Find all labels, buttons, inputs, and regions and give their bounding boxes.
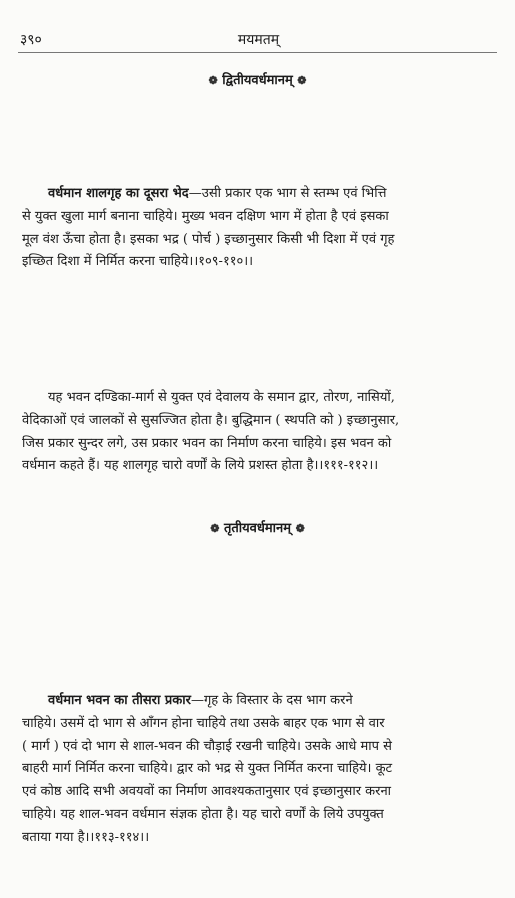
paragraph-line: मूल वंश ऊँचा होता है। इसका भद्र ( पोर्च ) इच्छानुसार किसी भी दिशा में एवं गृह [22, 231, 395, 247]
paragraph-line: बताया गया है।।११३-११४।। [22, 829, 150, 845]
paragraph-lead: वर्धमान शालगृह का दूसरा भेद [48, 186, 189, 201]
paragraph-line: ( मार्ग ) एवं दो भाग से शाल-भवन की चौड़ाई रखनी चाहिये। उसके आधे माप से [22, 738, 392, 754]
header-rule [18, 52, 497, 53]
paragraph-line: वेदिकाओं एवं जालकों से सुसज्जित होता है। बुद्धिमान ( स्थपति को ) इच्छानुसार, [22, 412, 400, 428]
ornament-icon: ❁ [297, 74, 307, 87]
page-header [20, 30, 497, 50]
paragraph-line: वर्धमान कहते हैं। यह शालगृह चारो वर्णों के लिये प्रशस्त होता है।।१११-११२।। [22, 458, 379, 474]
paragraph-line: इच्छित दिशा में निर्मित करना चाहिये।।१०९-११०।। [22, 254, 254, 270]
commentary-paragraph-3 [22, 690, 497, 850]
paragraph-line: चाहिये। उसमें दो भाग से आँगन होना चाहिये तथा उसके बाहर एक भाग से वार [22, 715, 385, 731]
page-number: ३९० [20, 32, 42, 48]
paragraph-lead: वर्धमान भवन का तीसरा प्रकार [48, 693, 191, 708]
section-title-2 [0, 70, 515, 88]
ornament-icon: ❁ [208, 74, 218, 87]
section-title-text: तृतीयवर्धमानम् [223, 521, 292, 536]
running-title: मयमतम् [237, 32, 280, 48]
paragraph-line: वर्धमान भवन का तीसरा प्रकार—गृह के विस्तार के दस भाग करने [48, 693, 353, 708]
ornament-icon: ❁ [295, 522, 305, 535]
commentary-paragraph-2 [22, 387, 497, 478]
section-title-text: द्वितीयवर्धमानम् [222, 73, 293, 88]
section-title-3 [0, 518, 515, 536]
commentary-paragraph-1 [22, 183, 497, 274]
paragraph-line: वर्धमान शालगृह का दूसरा भेद—उसी प्रकार एक भाग से स्तम्भ एवं भित्ति [48, 186, 387, 201]
paragraph-line: बाहरी मार्ग निर्मित करना चाहिये। द्वार को भद्र से युक्त निर्मित करना चाहिये। कूट [22, 761, 393, 777]
paragraph-line: एवं कोष्ठ आदि सभी अवयवों का निर्माण आवश्यकतानुसार एवं इच्छानुसार करना [22, 784, 392, 800]
paragraph-line: चाहिये। यह शाल-भवन वर्धमान संज्ञक होता है। यह चारो वर्णों के लिये उपयुक्त [22, 806, 384, 822]
paragraph-line: यह भवन दण्डिका-मार्ग से युक्त एवं देवालय के समान द्वार, तोरण, नासियों, [48, 390, 395, 405]
paragraph-line: से युक्त खुला मार्ग बनाना चाहिये। मुख्य भवन दक्षिण भाग में होता है एवं इसका [22, 208, 389, 224]
paragraph-line: जिस प्रकार सुन्दर लगे, उस प्रकार भवन का निर्माण करना चाहिये। इस भवन को [22, 435, 392, 451]
ornament-icon: ❁ [210, 522, 220, 535]
